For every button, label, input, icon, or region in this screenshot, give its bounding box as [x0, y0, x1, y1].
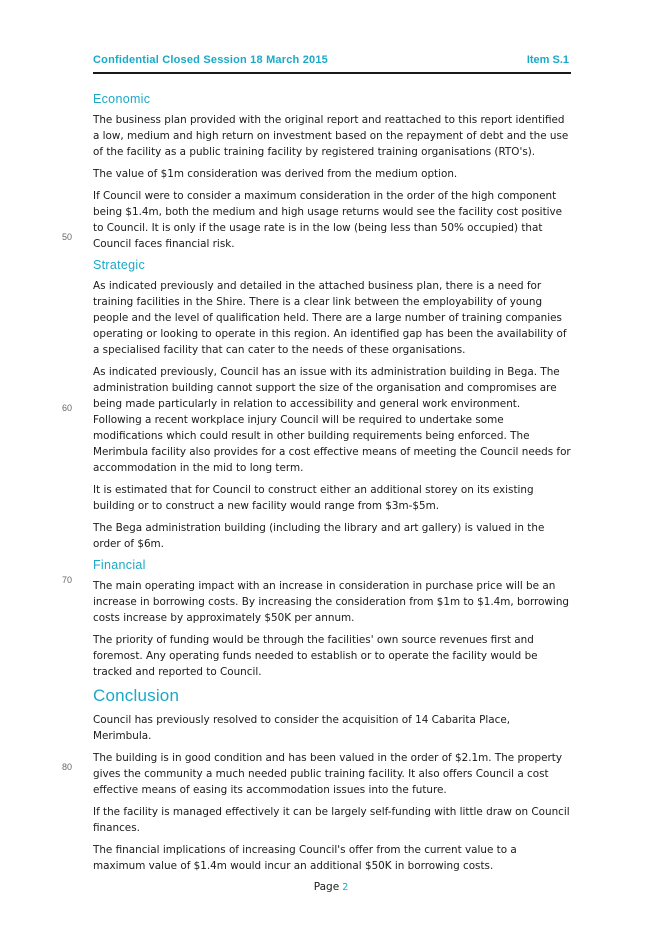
strategic-paragraph-4: The Bega administration building (including the library and art gallery) is valued in the order of $6m. — [93, 522, 545, 550]
line-number-60: 60 — [62, 403, 73, 413]
section-heading-conclusion: Conclusion — [93, 686, 180, 705]
financial-paragraph-1: The main operating impact with an increase in consideration in purchase price will be an increase in borrowing costs. By increasing the consideration from $1m to $1.4m, borrowing costs increase by approximately $50K per annum. — [93, 580, 569, 624]
strategic-paragraph-3: It is estimated that for Council to construct either an additional storey on its existing building or to construct a new facility would range from $3m-$5m. — [93, 484, 534, 512]
header-title: Confidential Closed Session 18 March 2015 — [93, 54, 328, 66]
line-number-80: 80 — [62, 762, 73, 772]
header-item-number: Item S.1 — [526, 54, 569, 66]
section-heading-financial: Financial — [93, 558, 146, 572]
line-number-50: 50 — [62, 232, 73, 242]
footer-page-number: 2 — [342, 882, 349, 893]
conclusion-paragraph-4: The financial implications of increasing Council's offer from the current value to a maximum value of $1.4m would incur an additional $50K in borrowing costs. — [93, 844, 517, 872]
section-heading-strategic: Strategic — [93, 258, 146, 272]
footer-page-label: Page — [313, 881, 340, 893]
conclusion-paragraph-3: If the facility is managed effectively it can be largely self-funding with little draw on Council finances. — [93, 806, 570, 834]
economic-paragraph-3: If Council were to consider a maximum consideration in the order of the high component being $1.4m, both the medium and high usage returns would see the facility cost positive to Council. It is only if the usage rate is in the low (being less than 50% occupied) that Council faces financial risk. — [93, 190, 563, 250]
strategic-paragraph-1: As indicated previously and detailed in the attached business plan, there is a need for training facilities in the Shire. There is a clear link between the employability of young people and the level of qualification held. There are a large number of training companies operating or looking to operate in this region. An identified gap has been the availability of a specialised facility that can cater to the needs of these organisations. — [93, 280, 567, 356]
financial-paragraph-2: The priority of funding would be through the facilities' own source revenues first and foremost. Any operating funds needed to establish or to operate the facility would be tracked and reported to Council. — [93, 634, 538, 678]
page-footer — [0, 881, 662, 893]
economic-paragraph-1: The business plan provided with the original report and reattached to this report identified a low, medium and high return on investment based on the repayment of debt and the use of the facility as a public training facility by registered training organisations (RTO's). — [93, 114, 569, 158]
section-heading-economic: Economic — [93, 92, 151, 106]
document-body — [93, 92, 571, 880]
conclusion-paragraph-1: Council has previously resolved to consider the acquisition of 14 Cabarita Place, Merimbula. — [93, 714, 511, 742]
strategic-paragraph-2: As indicated previously, Council has an issue with its administration building in Bega. The administration building cannot support the size of the organisation and compromises are being made particularly in relation to accessibility and general work environment. Following a recent workplace injury Council will be required to undertake some modifications which could result in other building requirements being enforced. The Merimbula facility also provides for a cost effective means of meeting the Council needs for accommodation in the mid to long term. — [93, 366, 571, 474]
conclusion-paragraph-2: The building is in good condition and has been valued in the order of $2.1m. The property gives the community a much needed public training facility. It also offers Council a cost effective means of easing its accommodation issues into the future. — [93, 752, 562, 796]
page-header — [93, 52, 571, 74]
line-number-70: 70 — [62, 575, 73, 585]
economic-paragraph-2: The value of $1m consideration was derived from the medium option. — [93, 168, 458, 180]
